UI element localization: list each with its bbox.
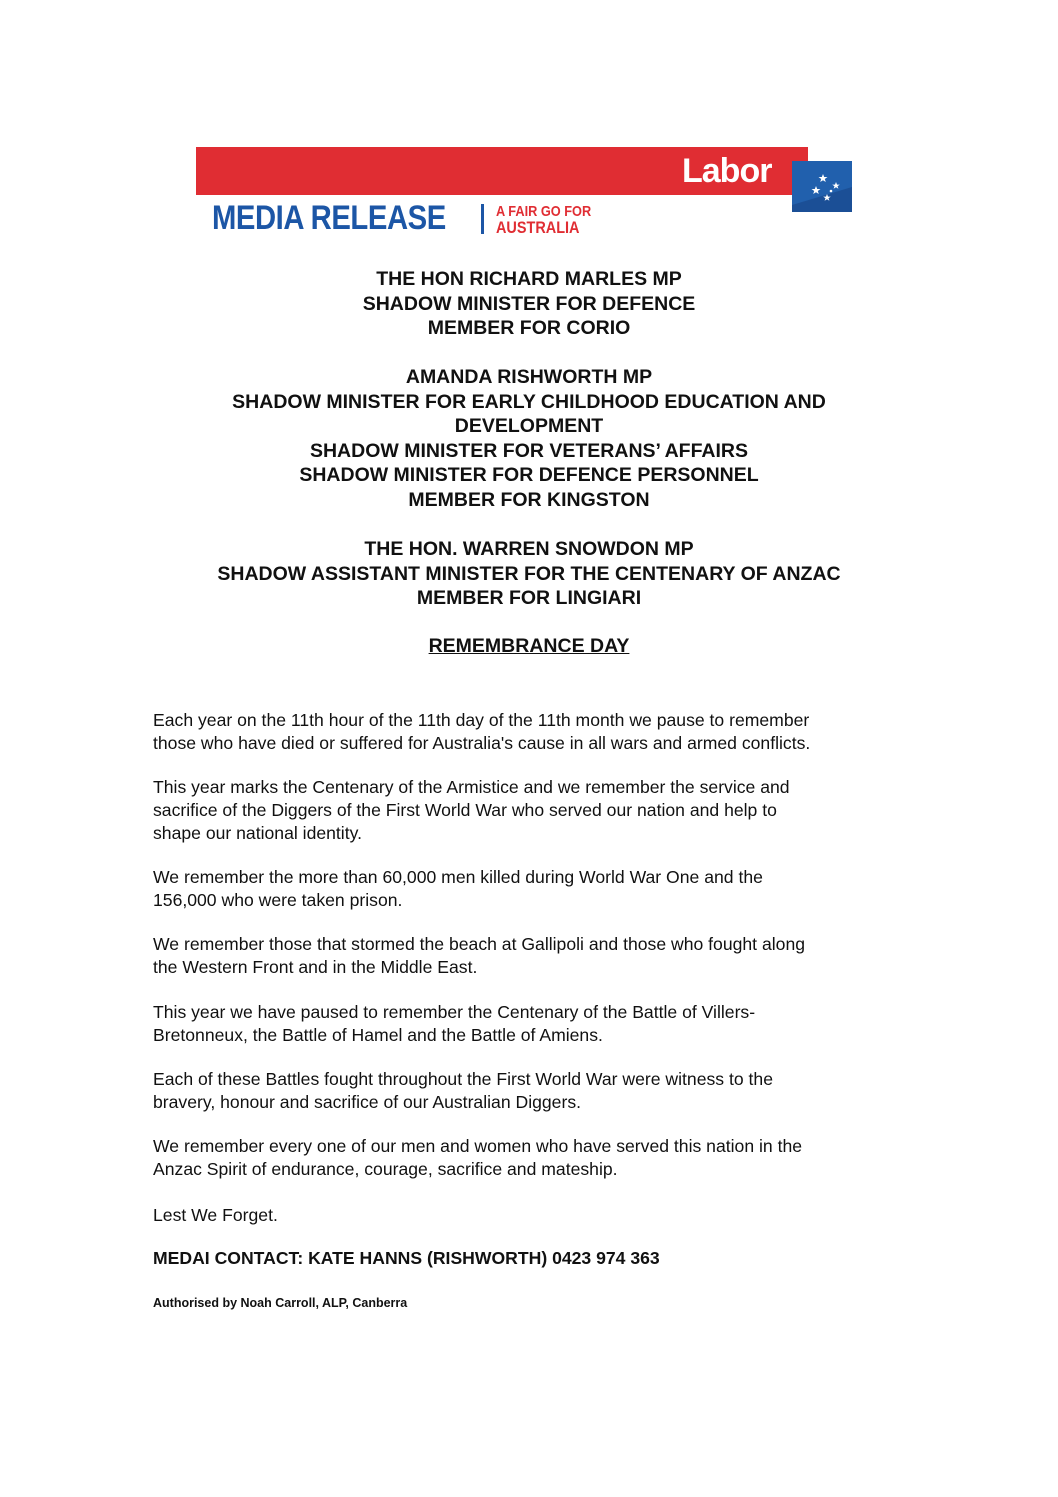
paragraph-line: Bretonneux, the Battle of Hamel and the Battle of Amiens. [153, 1025, 603, 1045]
release-title: REMEMBRANCE DAY [428, 635, 630, 657]
paragraph-line: This year we have paused to remember the Centenary of the Battle of Villers- [153, 1002, 756, 1022]
paragraph-line: shape our national identity. [153, 823, 362, 843]
southern-cross-icon [792, 161, 852, 212]
media-release-banner [196, 147, 852, 239]
paragraph [153, 1068, 913, 1114]
paragraph-line: We remember the more than 60,000 men killed during World War One and the [153, 867, 763, 887]
paragraph [153, 866, 913, 912]
tagline-line-1: A FAIR GO FOR [496, 203, 592, 220]
paragraph-line: Each year on the 11th hour of the 11th day of the 11th month we pause to remember [153, 710, 810, 730]
minister-line: SHADOW MINISTER FOR DEFENCE PERSONNEL [299, 464, 759, 486]
paragraph [153, 776, 913, 845]
paragraph-line: Anzac Spirit of endurance, courage, sacrifice and mateship. [153, 1159, 618, 1179]
minister-line: DEVELOPMENT [454, 415, 604, 437]
paragraph [153, 1001, 913, 1047]
paragraph-line: Each of these Battles fought throughout the First World War were witness to the [153, 1069, 773, 1089]
minister-block-rishworth [130, 365, 928, 512]
minister-line: AMANDA RISHWORTH MP [405, 366, 653, 388]
minister-line: SHADOW MINISTER FOR VETERANS’ AFFAIRS [309, 439, 749, 462]
labor-logo-text: Labor [682, 152, 772, 190]
paragraph-line: bravery, honour and sacrifice of our Australian Diggers. [153, 1092, 582, 1112]
minister-block-marles [130, 267, 928, 341]
minister-block-snowdon [130, 537, 928, 611]
paragraph-line: This year marks the Centenary of the Armistice and we remember the service and [153, 777, 790, 797]
media-contact: MEDAI CONTACT: KATE HANNS (RISHWORTH) 0423 974 363 [153, 1248, 660, 1268]
paragraph-line: We remember every one of our men and women who have served this nation in the [153, 1136, 803, 1156]
paragraph [153, 933, 913, 979]
minister-line: SHADOW MINISTER FOR DEFENCE [362, 292, 696, 315]
paragraph [153, 709, 913, 755]
media-release-label: MEDIA RELEASE [212, 199, 446, 237]
fair-go-tagline [496, 204, 591, 236]
minister-line: SHADOW MINISTER FOR EARLY CHILDHOOD EDUCATION AND [232, 390, 826, 413]
paragraph-line: Lest We Forget. [153, 1205, 278, 1225]
banner-divider [481, 204, 484, 234]
minister-line: THE HON RICHARD MARLES MP [376, 268, 682, 290]
minister-line: MEMBER FOR CORIO [427, 317, 631, 339]
paragraph [153, 1135, 913, 1181]
minister-line: THE HON. WARREN SNOWDON MP [364, 538, 694, 560]
minister-line: MEMBER FOR KINGSTON [408, 488, 650, 511]
paragraph-line: sacrifice of the Diggers of the First World War who served our nation and help to [153, 800, 777, 820]
minister-line: MEMBER FOR LINGIARI [416, 587, 642, 609]
authorisation-line: Authorised by Noah Carroll, ALP, Canberra [153, 1296, 408, 1310]
paragraph-line: those who have died or suffered for Australia's cause in all wars and armed conflicts. [153, 733, 811, 753]
minister-line: SHADOW ASSISTANT MINISTER FOR THE CENTENARY OF ANZAC [217, 562, 841, 585]
paragraph [153, 1204, 913, 1227]
tagline-line-2: AUSTRALIA [496, 218, 580, 237]
paragraph-line: We remember those that stormed the beach at Gallipoli and those who fought along [153, 934, 806, 954]
paragraph-line: the Western Front and in the Middle East. [153, 957, 478, 977]
paragraph-line: 156,000 who were taken prison. [153, 890, 403, 910]
